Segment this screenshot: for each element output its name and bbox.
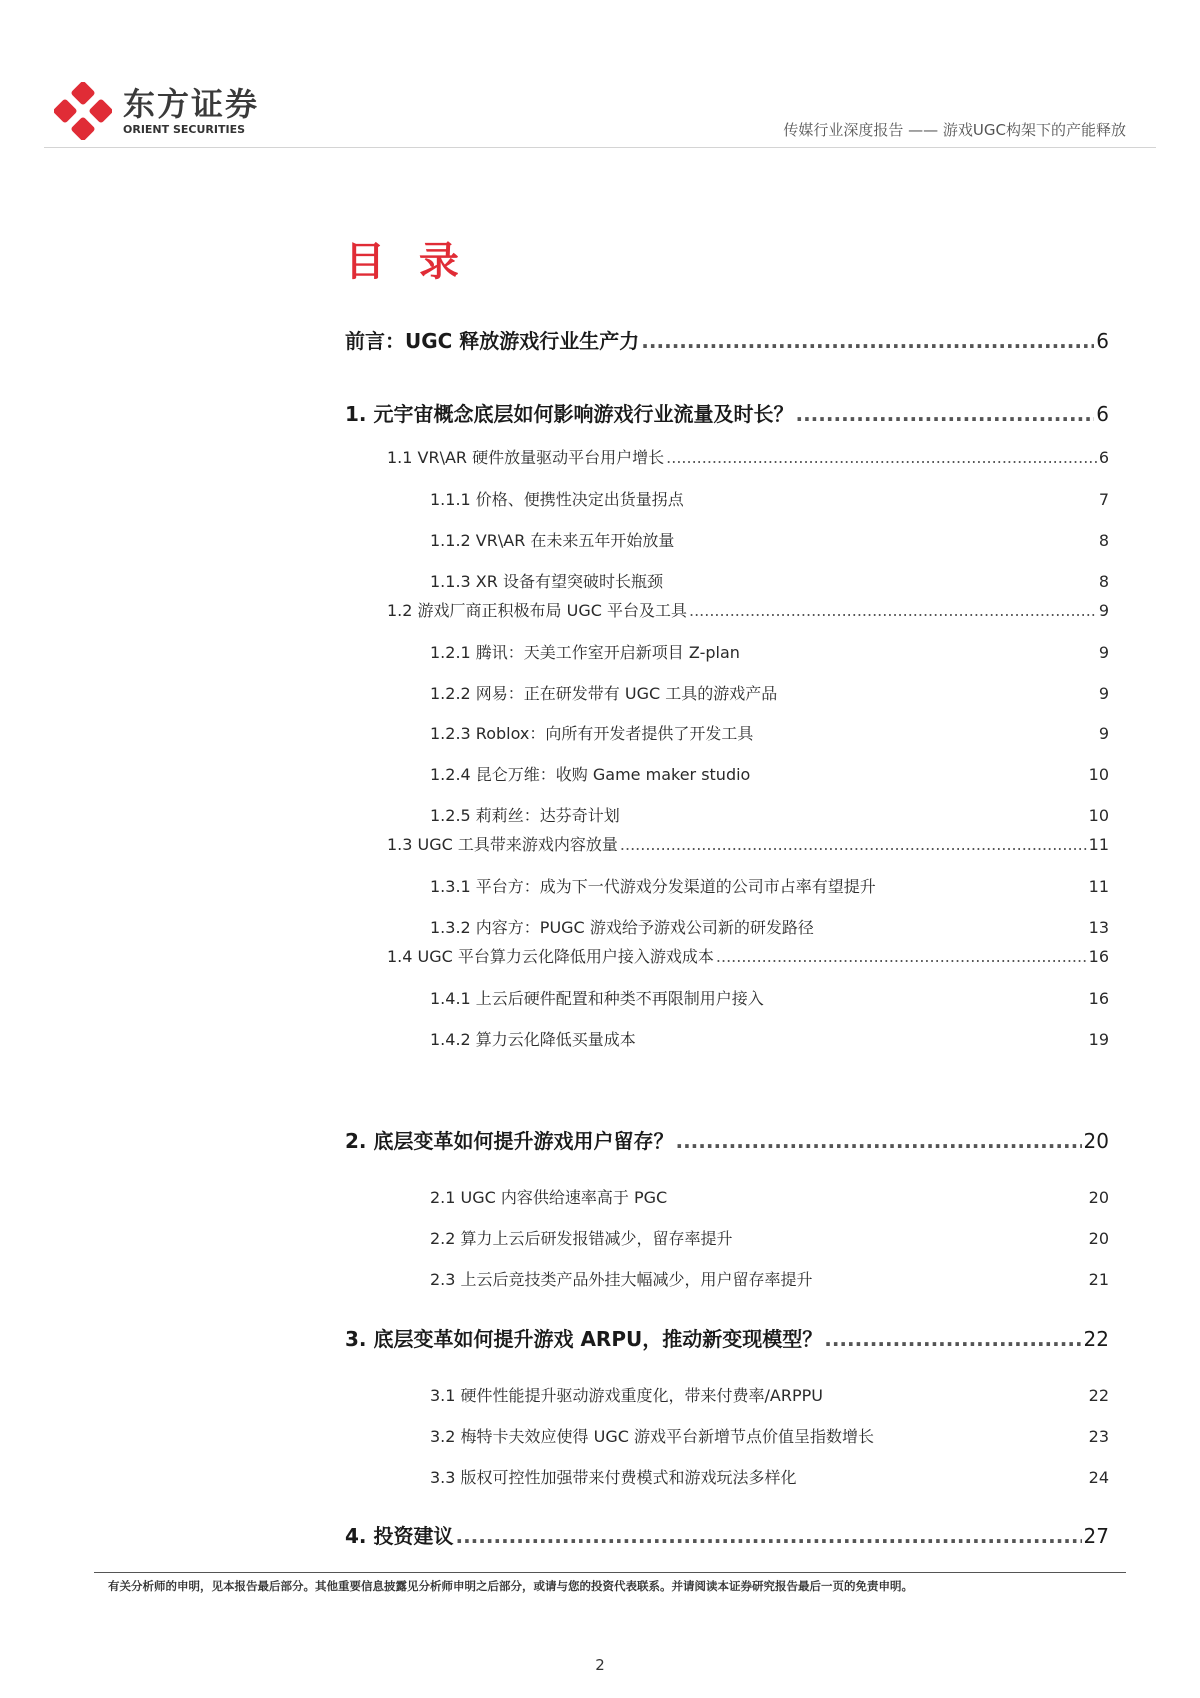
toc-entry-page: 11: [1088, 835, 1109, 854]
toc-entry-page: 24: [1088, 1468, 1109, 1487]
toc-entry-text: 3.2 梅特卡夫效应使得 UGC 游戏平台新增节点价值呈指数增长: [430, 1427, 874, 1446]
toc-entry-text: 1.1.2 VR\AR 在未来五年开始放量: [430, 531, 675, 550]
toc-entry-page: 6: [1096, 329, 1109, 353]
toc-entry-page: 13: [1088, 918, 1109, 937]
toc-entry-text: 1.2.5 莉莉丝：达芬奇计划: [430, 806, 620, 825]
toc-entry-text: 1.1.1 价格、便携性决定出货量拐点: [430, 490, 684, 509]
toc-entry-page: 8: [1098, 531, 1109, 550]
toc-entry-page: 21: [1088, 1270, 1109, 1289]
toc-entry-page: 16: [1088, 989, 1109, 1008]
toc-entry[interactable]: [430, 1424, 1109, 1447]
toc-entry-text: 4. 投资建议: [345, 1524, 454, 1548]
brand-name-en: ORIENT SECURITIES: [123, 123, 246, 136]
toc-entry[interactable]: [345, 1520, 1109, 1549]
toc-entry-text: 2.3 上云后竞技类产品外挂大幅减少，用户留存率提升: [430, 1270, 813, 1289]
page-number: 2: [595, 1656, 605, 1674]
toc-entry[interactable]: [430, 986, 1109, 1009]
toc-entry[interactable]: [387, 944, 1109, 967]
toc-entry-page: 6: [1096, 402, 1109, 426]
toc-entry-page: 20: [1088, 1188, 1109, 1207]
toc-leader: [641, 329, 1094, 353]
toc-entry-text: 1.1.3 XR 设备有望突破时长瓶颈: [430, 572, 663, 591]
toc-entry-text: 1.2.1 腾讯：天美工作室开启新项目 Z-plan: [430, 643, 740, 662]
toc-entry[interactable]: [345, 1125, 1109, 1154]
toc-entry-page: 9: [1098, 724, 1109, 743]
toc-entry[interactable]: [345, 325, 1109, 354]
toc-entry-page: 11: [1088, 877, 1109, 896]
toc-entry-text: 1.3.1 平台方：成为下一代游戏分发渠道的公司市占率有望提升: [430, 877, 876, 896]
footer-divider: [94, 1572, 1126, 1573]
toc-leader: [689, 601, 1097, 620]
toc-leader: [455, 1524, 1081, 1548]
toc-entry-text: 2.1 UGC 内容供给速率高于 PGC: [430, 1188, 668, 1207]
toc-entry-page: 10: [1088, 806, 1109, 825]
toc-entry-page: 22: [1083, 1327, 1109, 1351]
header-divider: [44, 147, 1156, 148]
toc-entry-page: 10: [1088, 765, 1109, 784]
toc-entry-text: 1.2 游戏厂商正积极布局 UGC 平台及工具: [387, 601, 687, 620]
toc-title: 目 录: [345, 239, 469, 285]
toc-entry-page: 9: [1098, 684, 1109, 703]
toc-leader: [795, 402, 1094, 426]
toc-entry[interactable]: [345, 1323, 1109, 1352]
toc-entry-page: 6: [1098, 448, 1109, 467]
toc-entry-page: 7: [1098, 490, 1109, 509]
toc-entry-text: 2. 底层变革如何提升游戏用户留存？: [345, 1129, 674, 1153]
toc-entry[interactable]: [387, 832, 1109, 855]
toc-entry-text: 3.3 版权可控性加强带来付费模式和游戏玩法多样化: [430, 1468, 797, 1487]
toc-entry[interactable]: [430, 528, 1109, 551]
toc-entry[interactable]: [430, 1027, 1109, 1050]
toc-entry[interactable]: [430, 1383, 1109, 1406]
toc-entry-text: 1.3 UGC 工具带来游戏内容放量: [387, 835, 618, 854]
toc-leader: [666, 448, 1097, 467]
toc-entry[interactable]: [430, 803, 1109, 826]
toc-entry-page: 20: [1088, 1229, 1109, 1248]
toc-entry[interactable]: [430, 1185, 1109, 1208]
toc-entry-text: 2.2 算力上云后研发报错减少，留存率提升: [430, 1229, 733, 1248]
toc-entry[interactable]: [430, 1267, 1109, 1290]
toc-entry-page: 19: [1088, 1030, 1109, 1049]
toc-entry[interactable]: [430, 762, 1109, 785]
toc-entry-page: 20: [1083, 1129, 1109, 1153]
toc-leader: [675, 1129, 1081, 1153]
toc-entry-text: 1.2.2 网易：正在研发带有 UGC 工具的游戏产品: [430, 684, 778, 703]
toc-entry-page: 9: [1098, 643, 1109, 662]
brand: [123, 86, 259, 137]
toc-entry-text: 3.1 硬件性能提升驱动游戏重度化，带来付费率/ARPPU: [430, 1386, 823, 1405]
toc-entry[interactable]: [430, 487, 1109, 510]
toc-entry-text: 1.3.2 内容方：PUGC 游戏给予游戏公司新的研发路径: [430, 918, 814, 937]
toc-entry-page: 27: [1083, 1524, 1109, 1548]
toc-entry-text: 3. 底层变革如何提升游戏 ARPU，推动新变现模型？: [345, 1327, 823, 1351]
toc-leader: [716, 947, 1087, 966]
orient-securities-logo-icon: [54, 82, 112, 140]
toc-entry[interactable]: [430, 681, 1109, 704]
toc-entry[interactable]: [345, 398, 1109, 427]
toc-entry[interactable]: [430, 1465, 1109, 1488]
toc-entry[interactable]: [430, 640, 1109, 663]
toc-entry-page: 16: [1088, 947, 1109, 966]
toc-entry-page: 22: [1088, 1386, 1109, 1405]
toc-entry-page: 9: [1098, 601, 1109, 620]
toc-entry[interactable]: [430, 915, 1109, 938]
toc-entry-text: 1.4.1 上云后硬件配置和种类不再限制用户接入: [430, 989, 764, 1008]
disclaimer: 有关分析师的申明，见本报告最后部分。其他重要信息披露见分析师申明之后部分，或请与您的投资代表联系。并请阅读本证券研究报告最后一页的免责申明。: [108, 1579, 913, 1593]
toc-entry[interactable]: [430, 1226, 1109, 1249]
brand-name-cn: 东方证券: [123, 85, 260, 123]
toc-entry-text: 1.4 UGC 平台算力云化降低用户接入游戏成本: [387, 947, 714, 966]
toc-entry[interactable]: [430, 569, 1109, 592]
toc-entry-text: 1.2.3 Roblox：向所有开发者提供了开发工具: [430, 724, 754, 743]
toc-entry[interactable]: [387, 598, 1109, 621]
toc-leader: [824, 1327, 1081, 1351]
toc-entry-page: 8: [1098, 572, 1109, 591]
toc-entry[interactable]: [430, 874, 1109, 897]
toc-entry-text: 1. 元宇宙概念底层如何影响游戏行业流量及时长？: [345, 402, 794, 426]
toc-entry-text: 1.2.4 昆仑万维：收购 Game maker studio: [430, 765, 751, 784]
report-title: 传媒行业深度报告 —— 游戏UGC构架下的产能释放: [783, 121, 1126, 139]
toc-entry[interactable]: [387, 445, 1109, 468]
toc-entry-text: 1.4.2 算力云化降低买量成本: [430, 1030, 636, 1049]
toc-entry-text: 前言：UGC 释放游戏行业生产力: [345, 329, 640, 353]
toc-entry-text: 1.1 VR\AR 硬件放量驱动平台用户增长: [387, 448, 665, 467]
toc-entry-page: 23: [1088, 1427, 1109, 1446]
toc-entry[interactable]: [430, 721, 1109, 744]
toc-leader: [620, 835, 1087, 854]
